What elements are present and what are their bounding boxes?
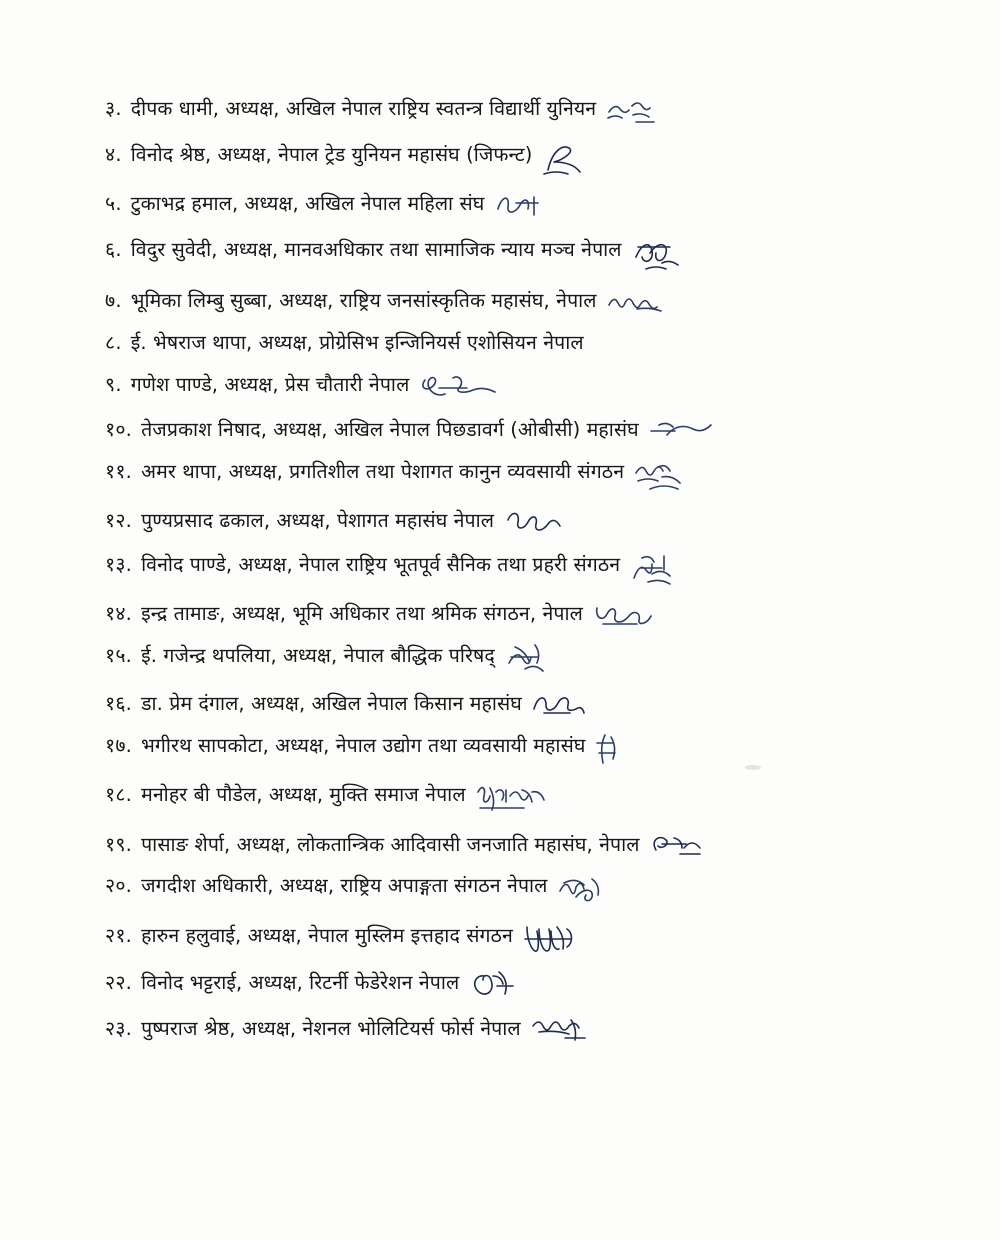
item-number: १२. (105, 509, 133, 533)
item-number: २०. (105, 874, 133, 898)
item-text: पुण्यप्रसाद ढकाल, अध्यक्ष, पेशागत महासंघ नेपाल (141, 509, 495, 533)
signature-mark (504, 508, 562, 536)
item-number: ४. (105, 142, 122, 166)
signature-list (105, 96, 905, 1059)
list-item (105, 417, 905, 443)
signature-mark (634, 459, 692, 493)
signature-mark (532, 691, 586, 717)
list-item (105, 601, 905, 627)
list-item (105, 782, 905, 816)
item-text: ई. भेषराज थापा, अध्यक्ष, प्रोग्रेसिभ इन्जिनियर्स एशोसियन नेपाल (130, 330, 584, 354)
list-item (105, 459, 905, 493)
list-item (105, 552, 905, 586)
item-number: १५. (105, 644, 133, 668)
item-text: हारुन हलुवाई, अध्यक्ष, नेपाल मुस्लिम इत्तहाद संगठन (141, 923, 513, 947)
signature-mark (650, 832, 704, 858)
signature-mark (606, 96, 664, 126)
item-number: १४. (105, 602, 133, 626)
signature-mark (630, 552, 680, 586)
list-item (105, 142, 905, 176)
signature-mark (494, 191, 550, 221)
list-item (105, 288, 905, 314)
item-text: विनोद पाण्डे, अध्यक्ष, नेपाल राष्ट्रिय भूतपूर्व सैनिक तथा प्रहरी संगठन (141, 552, 621, 576)
item-text: गणेश पाण्डे, अध्यक्ष, प्रेस चौतारी नेपाल (130, 372, 410, 396)
item-number: १३. (105, 552, 133, 576)
signature-mark (542, 142, 584, 176)
list-item (105, 733, 905, 767)
item-number: ११. (105, 459, 133, 483)
item-number: ८. (105, 330, 122, 354)
item-number: २३. (105, 1016, 133, 1040)
signature-mark (523, 923, 579, 955)
item-number: ६. (105, 237, 122, 261)
item-text: मनोहर बी पौडेल, अध्यक्ष, मुक्ति समाज नेपाल (141, 783, 466, 807)
list-item (105, 330, 905, 356)
item-text: पुष्पराज श्रेष्ठ, अध्यक्ष, नेशनल भोलिटियर्स फोर्स नेपाल (141, 1016, 521, 1040)
item-text: जगदीश अधिकारी, अध्यक्ष, राष्ट्रिय अपाङ्गता संगठन नेपाल (141, 874, 548, 898)
list-item (105, 691, 905, 717)
list-item (105, 191, 905, 221)
list-item (105, 1016, 905, 1044)
signature-mark (531, 1016, 593, 1044)
item-text: ई. गजेन्द्र थपलिया, अध्यक्ष, नेपाल बौद्धिक परिषद् (141, 644, 495, 668)
list-item (105, 832, 905, 858)
item-number: ९. (105, 372, 122, 396)
signature-mark (595, 733, 621, 767)
scan-artifact (745, 765, 761, 770)
signature-mark (558, 873, 606, 907)
list-item (105, 96, 905, 126)
list-item (105, 237, 905, 273)
item-text: पासाङ शेर्पा, अध्यक्ष, लोकतान्त्रिक आदिवासी जनजाति महासंघ, नेपाल (141, 832, 640, 856)
signature-mark (649, 419, 715, 441)
signature-mark (632, 237, 684, 273)
list-item (105, 372, 905, 402)
signature-mark (419, 372, 499, 402)
signature-mark (505, 643, 553, 675)
list-item (105, 923, 905, 955)
list-item (105, 643, 905, 675)
item-text: टुकाभद्र हमाल, अध्यक्ष, अखिल नेपाल महिला संघ (130, 192, 485, 215)
item-number: २२. (105, 971, 133, 995)
item-text: तेजप्रकाश निषाद, अध्यक्ष, अखिल नेपाल पिछडावर्ग (ओबीसी) महासंघ (141, 418, 639, 442)
item-text: डा. प्रेम दंगाल, अध्यक्ष, अखिल नेपाल किसान महासंघ (141, 691, 522, 715)
item-text: विनोद भट्टराई, अध्यक्ष, रिटर्नी फेडेरेशन नेपाल (141, 971, 460, 995)
item-number: १८. (105, 783, 133, 807)
item-number: १९. (105, 832, 133, 856)
item-number: ५. (105, 192, 122, 215)
item-text: दीपक धामी, अध्यक्ष, अखिल नेपाल राष्ट्रिय स्वतन्त्र विद्यार्थी युनियन (130, 97, 597, 120)
item-number: ७. (105, 289, 122, 312)
item-text: भूमिका लिम्बु सुब्बा, अध्यक्ष, राष्ट्रिय जनसांस्कृतिक महासंघ, नेपाल (130, 289, 597, 312)
item-number: १०. (105, 418, 133, 442)
item-number: १६. (105, 691, 133, 715)
item-text: भगीरथ सापकोटा, अध्यक्ष, नेपाल उद्योग तथा व्यवसायी महासंघ (141, 733, 586, 757)
signature-mark (607, 289, 669, 313)
item-text: विनोद श्रेष्ठ, अध्यक्ष, नेपाल ट्रेड युनियन महासंघ (जिफन्ट) (130, 142, 533, 166)
list-item (105, 873, 905, 907)
signature-mark (469, 970, 517, 1000)
item-number: २१. (105, 923, 133, 947)
item-text: विदुर सुवेदी, अध्यक्ष, मानवअधिकार तथा सामाजिक न्याय मञ्च नेपाल (130, 237, 622, 261)
signature-mark (593, 602, 655, 628)
signature-mark (476, 782, 550, 816)
item-number: ३. (105, 97, 122, 120)
item-text: अमर थापा, अध्यक्ष, प्रगतिशील तथा पेशागत कानुन व्यवसायी संगठन (141, 459, 625, 483)
list-item (105, 508, 905, 536)
item-text: इन्द्र तामाङ, अध्यक्ष, भूमि अधिकार तथा श्रमिक संगठन, नेपाल (141, 602, 583, 626)
list-item (105, 970, 905, 1000)
item-number: १७. (105, 733, 133, 757)
